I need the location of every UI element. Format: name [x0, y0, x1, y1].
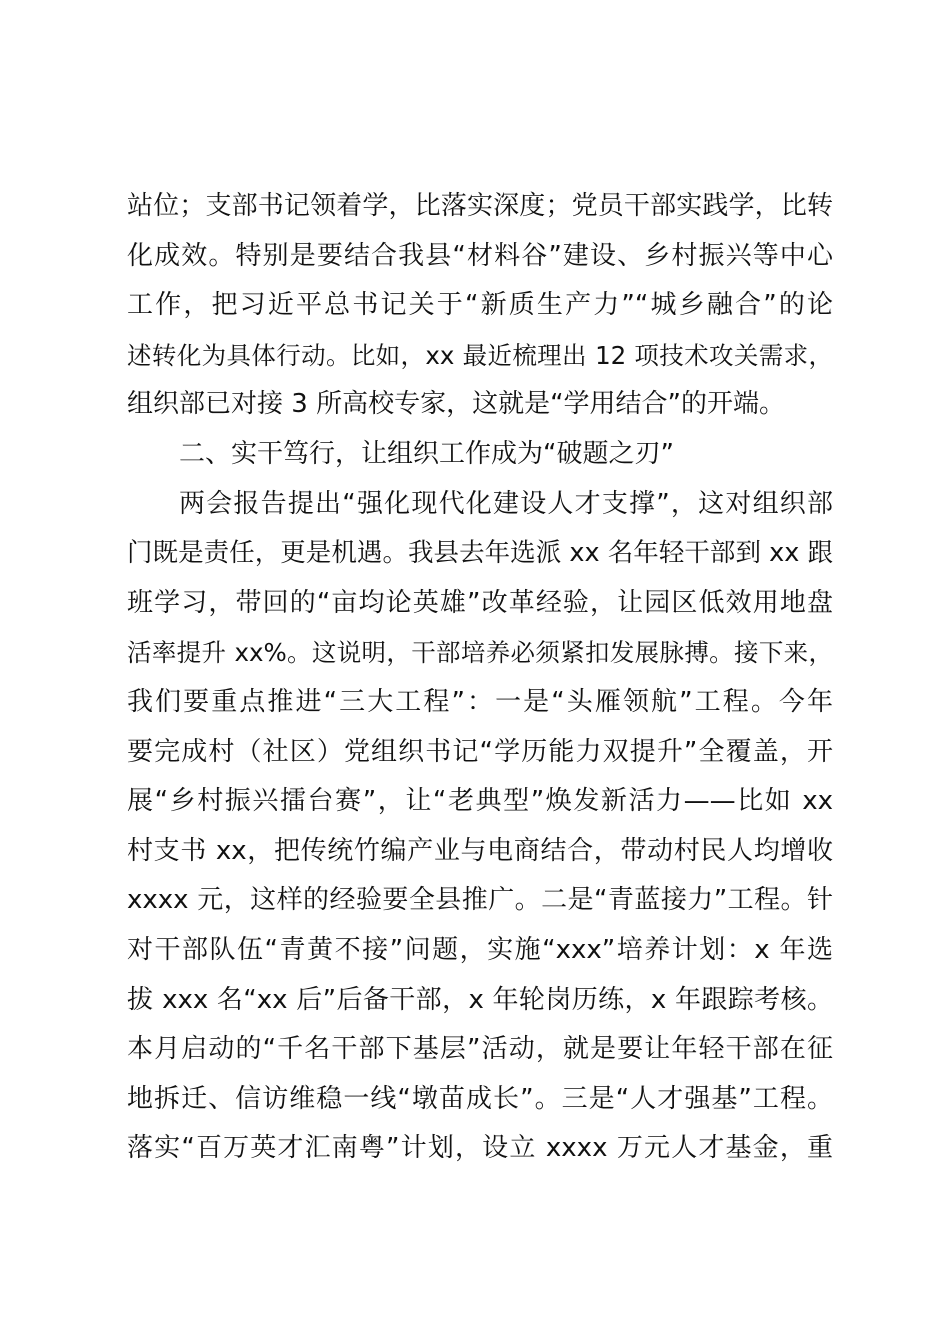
body-line: xxxx 元，这样的经验要全县推广。二是“青蓝接力”工程。针 — [127, 885, 833, 916]
body-line: 述转化为具体行动。比如，xx 最近梳理出 12 项技术攻关需求， — [127, 340, 833, 370]
document-body — [127, 182, 833, 1174]
body-line: 站位；支部书记领着学，比落实深度；党员干部实践学，比转 — [127, 191, 833, 221]
body-line: 门既是责任，更是机遇。我县去年选派 xx 名年轻干部到 xx 跟 — [127, 538, 833, 569]
body-line: 落实“百万英才汇南粤”计划，设立 xxxx 万元人才基金，重 — [127, 1133, 833, 1164]
section-heading: 二、实干笃行，让组织工作成为“破题之刃” — [179, 438, 674, 469]
body-line: 班学习，带回的“亩均论英雄”改革经验，让园区低效用地盘 — [127, 587, 833, 618]
body-line: 地拆迁、信访维稳一线“墩苗成长”。三是“人才强基”工程。 — [127, 1083, 833, 1114]
body-line: 对干部队伍“青黄不接”问题，实施“xxx”培养计划：x 年选 — [127, 934, 833, 965]
body-line: 要完成村（社区）党组织书记“学历能力双提升”全覆盖，开 — [127, 736, 833, 767]
body-line: 村支书 xx，把传统竹编产业与电商结合，带动村民人均增收 — [127, 835, 833, 866]
body-line: 活率提升 xx%。这说明，干部培养必须紧扣发展脉搏。接下来， — [127, 638, 833, 668]
paragraph-first-line: 两会报告提出“强化现代化建设人才支撑”，这对组织部 — [179, 488, 833, 519]
body-line: 化成效。特别是要结合我县“材料谷”建设、乡村振兴等中心 — [127, 240, 833, 271]
body-line: 我们要重点推进“三大工程”：一是“头雁领航”工程。今年 — [127, 686, 833, 717]
body-line: 工作，把习近平总书记关于“新质生产力”“城乡融合”的论 — [127, 290, 833, 321]
body-line: 本月启动的“千名干部下基层”活动，就是要让年轻干部在征 — [127, 1034, 833, 1065]
body-line: 展“乡村振兴擂台赛”，让“老典型”焕发新活力——比如 xx — [127, 786, 833, 817]
body-line: 拔 xxx 名“xx 后”后备干部，x 年轮岗历练，x 年跟踪考核。 — [127, 984, 833, 1015]
body-line: 组织部已对接 3 所高校专家，这就是“学用结合”的开端。 — [127, 389, 786, 420]
